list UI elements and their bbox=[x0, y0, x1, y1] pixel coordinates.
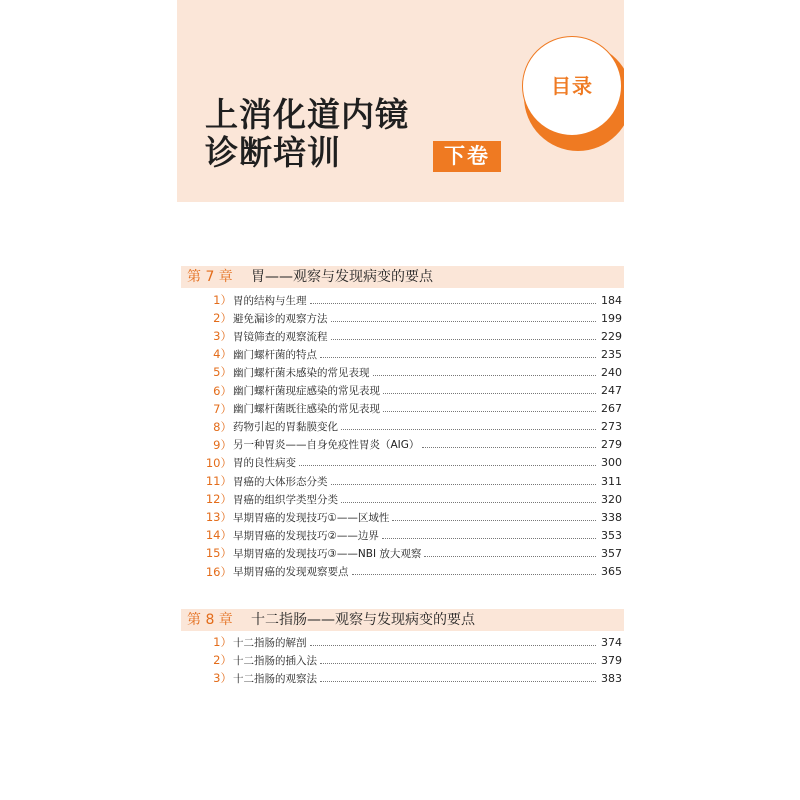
entry-page-number: 279 bbox=[601, 438, 622, 452]
entry-page-number: 353 bbox=[601, 528, 622, 542]
toc-entry[interactable] bbox=[177, 563, 624, 581]
toc-entry[interactable] bbox=[177, 669, 624, 687]
dot-leader bbox=[383, 411, 596, 412]
entry-body bbox=[233, 651, 622, 669]
entry-number: 11） bbox=[205, 474, 232, 488]
entry-title: 药物引起的胃黏膜变化 bbox=[233, 421, 338, 434]
book-title-line-2: 诊断培训 bbox=[205, 133, 341, 172]
entry-page-number: 374 bbox=[601, 635, 622, 649]
dot-leader bbox=[320, 357, 596, 358]
book-title-line-1: 上消化道内镜 bbox=[205, 95, 409, 134]
toc-entry[interactable] bbox=[177, 400, 624, 418]
dot-leader bbox=[310, 303, 597, 304]
dot-leader bbox=[331, 484, 597, 485]
entry-title: 幽门螺杆菌未感染的常见表现 bbox=[233, 366, 370, 379]
book-header bbox=[177, 0, 624, 202]
chapter-header bbox=[181, 266, 624, 288]
entry-number: 7） bbox=[213, 401, 232, 416]
entry-body bbox=[233, 291, 622, 309]
entry-page-number: 229 bbox=[601, 329, 622, 343]
entry-page-number: 379 bbox=[601, 653, 622, 667]
toc-entry[interactable] bbox=[177, 382, 624, 400]
entry-number: 1） bbox=[213, 293, 232, 307]
dot-leader bbox=[310, 645, 597, 646]
entry-body bbox=[233, 309, 622, 327]
entry-title: 十二指肠的观察法 bbox=[233, 672, 317, 685]
entry-page-number: 240 bbox=[601, 365, 622, 379]
entry-number: 3） bbox=[213, 671, 232, 686]
entry-number: 2） bbox=[213, 653, 232, 668]
dot-leader bbox=[382, 538, 596, 539]
dot-leader bbox=[424, 556, 596, 557]
dot-leader bbox=[331, 321, 597, 322]
entry-number: 13） bbox=[205, 510, 232, 525]
entry-title: 早期胃癌的发现观察要点 bbox=[233, 566, 349, 578]
dot-leader bbox=[341, 502, 596, 503]
chapter-number: 第 8 章 bbox=[187, 612, 233, 628]
toc-entry[interactable] bbox=[177, 345, 624, 363]
toc-entry[interactable] bbox=[177, 508, 624, 526]
toc-entry[interactable] bbox=[177, 291, 624, 309]
toc-entry[interactable] bbox=[177, 633, 624, 651]
entry-title: 胃的良性病变 bbox=[233, 457, 296, 470]
entry-number: 14） bbox=[205, 528, 232, 543]
entry-title: 早期胃癌的发现技巧①——区域性 bbox=[233, 511, 390, 524]
entry-number: 10） bbox=[205, 455, 232, 470]
entry-page-number: 383 bbox=[601, 671, 622, 685]
entry-number: 9） bbox=[213, 437, 232, 452]
entry-body bbox=[233, 544, 622, 562]
dot-leader bbox=[383, 393, 596, 394]
entry-body bbox=[233, 508, 622, 526]
dot-leader bbox=[341, 429, 596, 430]
toc-heading: 目录 bbox=[551, 74, 593, 98]
entry-number: 12） bbox=[205, 492, 232, 507]
entry-body bbox=[233, 563, 622, 581]
chapter-header bbox=[181, 609, 624, 631]
toc-entry[interactable] bbox=[177, 490, 624, 508]
entry-page-number: 365 bbox=[601, 565, 622, 578]
toc-entry[interactable] bbox=[177, 309, 624, 327]
entry-number: 3） bbox=[213, 329, 232, 344]
entry-page-number: 273 bbox=[601, 420, 622, 434]
entry-title: 早期胃癌的发现技巧③——NBI 放大观察 bbox=[233, 547, 422, 560]
entry-title: 胃镜筛查的观察流程 bbox=[233, 330, 328, 343]
dot-leader bbox=[331, 339, 597, 340]
entry-page-number: 247 bbox=[601, 384, 622, 397]
toc-entry[interactable] bbox=[177, 651, 624, 669]
entry-body bbox=[233, 345, 622, 363]
entry-page-number: 311 bbox=[601, 474, 622, 488]
entry-number: 2） bbox=[213, 311, 232, 326]
entry-title: 幽门螺杆菌既往感染的常见表现 bbox=[233, 403, 380, 416]
entry-title: 胃的结构与生理 bbox=[233, 294, 307, 307]
entry-title: 十二指肠的解剖 bbox=[233, 636, 307, 649]
toc-entry[interactable] bbox=[177, 472, 624, 490]
entry-body bbox=[233, 472, 622, 490]
entry-number: 1） bbox=[213, 635, 232, 649]
entry-number: 4） bbox=[213, 347, 232, 362]
entry-body bbox=[233, 363, 622, 381]
entry-body bbox=[233, 436, 622, 454]
toc-entry[interactable] bbox=[177, 436, 624, 454]
entry-page-number: 320 bbox=[601, 492, 622, 506]
entry-page-number: 199 bbox=[601, 311, 622, 325]
chapter-title: 胃——观察与发现病变的要点 bbox=[251, 269, 433, 285]
dot-leader bbox=[320, 663, 596, 664]
entry-body bbox=[233, 669, 622, 687]
entry-page-number: 357 bbox=[601, 546, 622, 560]
dot-leader bbox=[392, 520, 596, 521]
entry-body bbox=[233, 526, 622, 544]
entry-body bbox=[233, 418, 622, 436]
dot-leader bbox=[373, 375, 597, 376]
toc-entry[interactable] bbox=[177, 544, 624, 562]
entry-page-number: 267 bbox=[601, 402, 622, 416]
toc-entry[interactable] bbox=[177, 327, 624, 345]
chapter-number: 第 7 章 bbox=[187, 269, 233, 285]
chapter-title: 十二指肠——观察与发现病变的要点 bbox=[251, 612, 475, 628]
toc-page bbox=[177, 0, 624, 800]
entry-page-number: 184 bbox=[601, 293, 622, 307]
entry-title: 幽门螺杆菌的特点 bbox=[233, 348, 317, 361]
toc-entry[interactable] bbox=[177, 454, 624, 472]
entry-page-number: 300 bbox=[601, 456, 622, 470]
entry-body bbox=[233, 327, 622, 345]
toc-entry[interactable] bbox=[177, 418, 624, 436]
entry-number: 5） bbox=[213, 365, 232, 380]
entry-page-number: 338 bbox=[601, 510, 622, 524]
entry-title: 另一种胃炎——自身免疫性胃炎（AIG） bbox=[233, 439, 420, 452]
entry-title: 早期胃癌的发现技巧②——边界 bbox=[233, 529, 379, 542]
dot-leader bbox=[320, 681, 596, 682]
entry-title: 胃癌的组织学类型分类 bbox=[233, 493, 338, 506]
entry-title: 十二指肠的插入法 bbox=[233, 654, 317, 667]
entry-number: 6） bbox=[213, 383, 232, 398]
entry-body bbox=[233, 400, 622, 418]
entry-number: 15） bbox=[205, 546, 232, 561]
toc-entry[interactable] bbox=[177, 526, 624, 544]
entry-body bbox=[233, 382, 622, 400]
entry-title: 幽门螺杆菌现症感染的常见表现 bbox=[233, 385, 380, 397]
entry-page-number: 235 bbox=[601, 347, 622, 361]
entry-number: 8） bbox=[213, 419, 232, 434]
entry-number: 16） bbox=[205, 564, 232, 579]
dot-leader bbox=[422, 447, 596, 448]
entry-body bbox=[233, 490, 622, 508]
dot-leader bbox=[299, 465, 596, 466]
toc-entry[interactable] bbox=[177, 363, 624, 381]
entry-body bbox=[233, 454, 622, 472]
volume-badge: 下卷 bbox=[433, 141, 501, 172]
dot-leader bbox=[352, 574, 597, 575]
entry-title: 胃癌的大体形态分类 bbox=[233, 475, 328, 488]
entry-body bbox=[233, 633, 622, 651]
entry-title: 避免漏诊的观察方法 bbox=[233, 312, 328, 325]
